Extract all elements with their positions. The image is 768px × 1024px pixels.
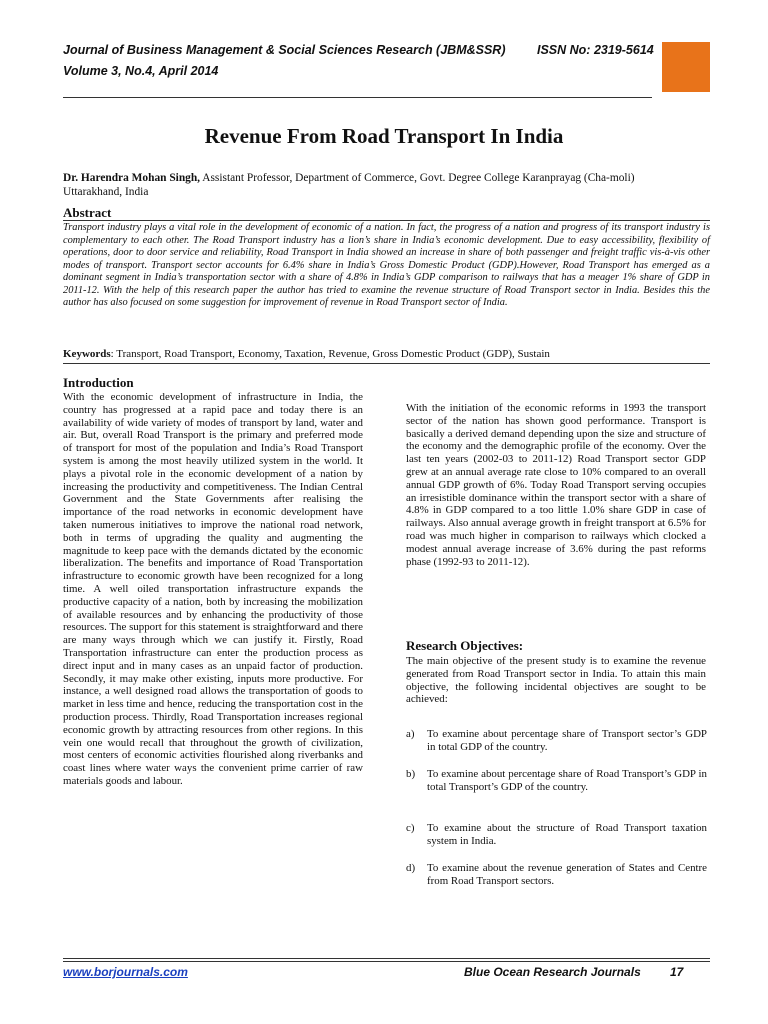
abstract-divider [63, 220, 710, 221]
paper-title: Revenue From Road Transport In India [204, 124, 564, 148]
author-line [63, 171, 663, 199]
journal-title: Journal of Business Management & Social Sciences Research (JBM&SSR) [63, 43, 506, 57]
journal-website-link[interactable]: www.borjournals.com [63, 965, 188, 979]
abstract-heading: Abstract [63, 205, 112, 220]
page-number: 17 [670, 965, 684, 979]
list-label: b) [406, 768, 416, 780]
keywords-divider [63, 363, 710, 364]
keywords [63, 347, 710, 361]
footer-divider-thin [63, 961, 710, 962]
issn: ISSN No: 2319-5614 [537, 43, 654, 57]
keywords-list: : Transport, Road Transport, Economy, Taxation, Revenue, Gross Domestic Product (GDP), Sustain [110, 348, 550, 360]
header-divider [63, 97, 652, 98]
abstract-text: Transport industry plays a vital role in the development of economic of a nation. In fact, the progress of a nation and progress of its transport industry is complementary to each other. The Road Transport industry has a lion’s share in India’s economic development. Due to easy accessibility, flexibility of operations, door to door service and reliability, Road Transport in India showed an increase in share of both passenger and freight traffic vis-à-vis other modes of transport. Transport sector accounts for 6.4% share in India’s Gross Domestic Product (GDP).However, Road Transport has emerged as a dominant segment in India’s transportation sector with a share of 4.8% in India’s GDP comparison to railways that has a meager 1% share of GDP in 2011-12. With the help of this research paper the author has tried to examine the revenue structure of Road Transport sector in India. Besides this the author has also focused on some suggestion for improvement of revenue in Road Transport sector of India. [63, 222, 710, 308]
keywords-label: Keywords [63, 348, 111, 360]
objectives-intro: The main objective of the present study is to examine the revenue generated from Road Transport sector in India. To attain this main objective, the following incidental objectives are sought to be achieved: [406, 655, 706, 706]
author-affiliation: Assistant Professor, Department of Commerce, Govt. Degree College Karanprayag (Cha-moli) Uttarakhand, India [63, 172, 635, 198]
list-label: d) [406, 862, 416, 874]
publisher-name: Blue Ocean Research Journals [464, 965, 641, 979]
list-label: c) [406, 822, 415, 834]
list-text: To examine about percentage share of Transport sector’s GDP in total GDP of the country. [427, 728, 707, 753]
reforms-paragraph: With the initiation of the economic reforms in 1993 the transport sector of the nation has shown good performance. Transport is basically a derived demand depending upon the size and structure of the economy and the demographic profile of the economy. Over the last ten years (2002-03 to 2011-12) Road Transport sector GDP grew at an annual average rate close to 10% compared to an overall annual GDP growth of 6%. Today Road Transport serving occupies an irresistible dominance within the transport sector with a share of 4.8% in GDP compared to a too little 1.0% share GDP in case of railways. Also annual average growth in freight transport at 6.5% for road was much higher in comparison to railways which clocked a modest annual average increase of 3.6% during the past reforms phase (1992-93 to 2011-12). [406, 402, 707, 568]
list-text: To examine about the structure of Road Transport taxation system in India. [427, 822, 707, 847]
list-label: a) [406, 728, 415, 740]
list-text: To examine about the revenue generation of States and Centre from Road Transport sectors. [427, 862, 707, 887]
footer-divider [63, 958, 710, 959]
volume-info: Volume 3, No.4, April 2014 [63, 64, 219, 78]
introduction-heading: Introduction [63, 375, 134, 390]
publisher-logo-block [662, 42, 710, 92]
author-name: Dr. Harendra Mohan Singh, [63, 172, 201, 184]
list-text: To examine about percentage share of Road Transport’s GDP in total Transport’s GDP of the country. [427, 768, 707, 793]
introduction-text: With the economic development of infrastructure in India, the country has progressed at a rapid pace and today there is an availability of wide variety of modes of transport by land, water and air. But, overall Road Transport is the primary and preferred mode of transport for most of the population and India’s Road Transport system is among the most heavily utilized system in the world. It plays a pivotal role in the economic development of a nation by increasing the productivity and competitiveness. The Indian Central Government and the State Governments after realising the importance of the road networks in economic development have taken numerous initiatives to improve the national road network, both in terms of upgrading the quality and augmenting the magnitude to keep pace with the demands dictated by the economic liberalization. The benefits and importance of Road Transportation infrastructure to economic growth have been recognized for a long time. A well oiled transportation infrastructure expands the productive capacity of a nation, both by increasing the mobilization of available resources and by enhancing the productivity of those resources. The support for this statement is straightforward and there are many ways through which we can justify it. Firstly, Road Transportation infrastructure can enter the production process as direct input and in many cases as an unpaid factor of production. Secondly, it may make other existing, inputs more productive. For instance, a well designed road allows the transportation of goods to market in less time and hence, reducing the transportation cost in the production process. Thirdly, Road Transportation increases regional economic growth by attracting resources from other regions. In this vein one would recall that throughout the growth of civilization, most centers of economic activities flourished along riverbanks and coast lines where water ways the convenient prime carrier of raw materials goods and labour. [63, 391, 363, 787]
objectives-heading: Research Objectives: [406, 638, 524, 653]
